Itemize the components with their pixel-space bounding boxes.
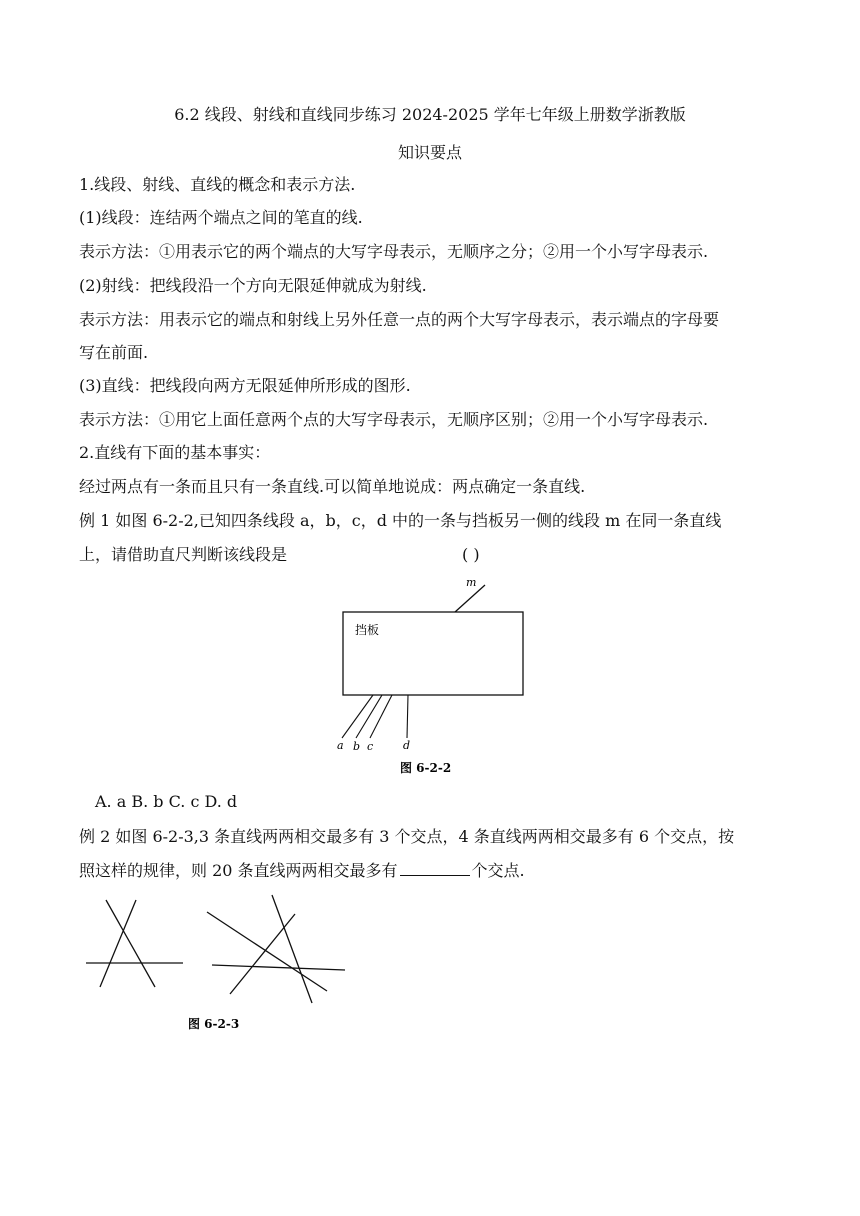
figure2-caption: 图 6-2-3 <box>188 1017 240 1031</box>
text-line: 表示方法：①用它上面任意两个点的大写字母表示，无顺序区别；②用一个小写字母表示. <box>79 410 709 429</box>
example2-text-before: 照这样的规律，则 20 条直线两两相交最多有 <box>79 861 398 880</box>
fig-line <box>230 914 295 994</box>
section-heading: 知识要点 <box>397 143 462 162</box>
answer-options: A. a B. b C. c D. d <box>95 792 238 811</box>
text-line: 2.直线有下面的基本事实： <box>79 443 271 462</box>
answer-blank[interactable] <box>400 861 470 876</box>
example1-question: 例 1 如图 6-2-2,已知四条线段 a，b，c，d 中的一条与挡板另一侧的线段 m 在同一条直线 <box>79 511 722 530</box>
text-line: 经过两点有一条而且只有一条直线.可以简单地说成：两点确定一条直线. <box>79 477 586 496</box>
text-line: (1)线段：连结两个端点之间的笔直的线. <box>79 208 363 227</box>
line-c <box>370 695 392 738</box>
label-c: c <box>367 740 374 753</box>
text-line: 表示方法：用表示它的端点和射线上另外任意一点的两个大写字母表示，表示端点的字母要 <box>79 310 720 329</box>
example1-question-cont: 上，请借助直尺判断该线段是 <box>79 545 288 564</box>
label-a: a <box>337 739 344 752</box>
label-m: m <box>466 576 477 589</box>
fig-line <box>212 965 345 970</box>
fig-line <box>272 895 312 1003</box>
figure1-caption: 图 6-2-2 <box>400 761 452 775</box>
line-a <box>342 695 373 738</box>
answer-bracket: ( ) <box>462 545 480 564</box>
text-line: 写在前面. <box>79 343 149 362</box>
text-line: 表示方法：①用表示它的两个端点的大写字母表示，无顺序之分；②用一个小写字母表示. <box>79 242 709 261</box>
text-line: (3)直线：把线段向两方无限延伸所形成的图形. <box>79 376 411 395</box>
example2-text-after: 个交点. <box>471 861 525 880</box>
example2-question: 例 2 如图 6-2-3,3 条直线两两相交最多有 3 个交点，4 条直线两两相交最多有 6 个交点，按 <box>79 827 735 846</box>
text-line: (2)射线：把线段沿一个方向无限延伸就成为射线. <box>79 276 427 295</box>
label-b: b <box>353 740 361 753</box>
line-d <box>407 695 408 738</box>
fig-line <box>207 912 327 991</box>
board-label: 挡板 <box>355 623 380 637</box>
example2-question-cont <box>79 861 525 881</box>
line-m <box>455 585 485 612</box>
figure-6-2-2 <box>320 575 540 780</box>
text-line: 1.线段、射线、直线的概念和表示方法. <box>79 175 356 194</box>
label-d: d <box>403 739 411 752</box>
document-title: 6.2 线段、射线和直线同步练习 2024-2025 学年七年级上册数学浙教版 <box>174 105 686 124</box>
figure-6-2-3 <box>80 890 360 1035</box>
